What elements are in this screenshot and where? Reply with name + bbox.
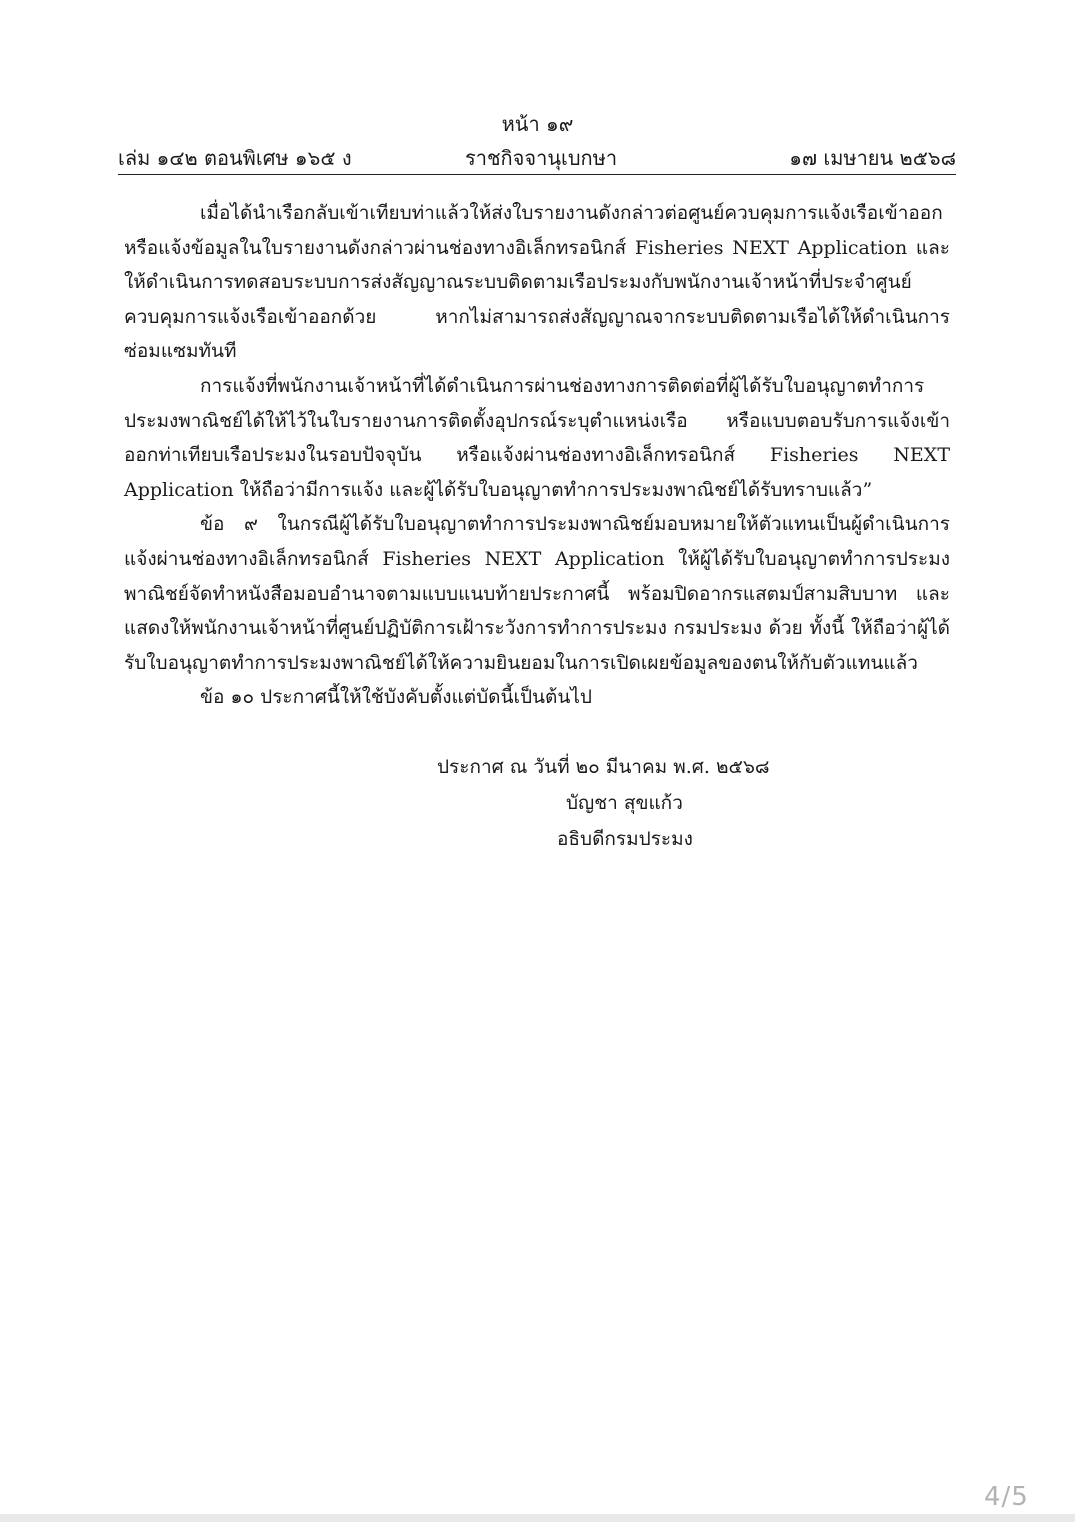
publication-name: ราชกิจจานุเบกษา	[465, 146, 618, 170]
signer-title: อธิบดีกรมประมง	[557, 828, 693, 850]
page-bottom-edge	[0, 1514, 1075, 1522]
signer-name: บัญชา สุขแก้ว	[566, 792, 683, 814]
paragraph-report-return: เมื่อได้นำเรือกลับเข้าเทียบท่าแล้วให้ส่งใบรายงานดังกล่าวต่อศูนย์ควบคุมการแจ้งเรือเข้าออก หรือแจ้งข้อมูลในใบรายงานดังกล่าวผ่านช่องทางอิเล็กทรอนิกส์ Fisheries NEXT Application และให้ดำเนินการทดสอบระบบการส่งสัญญาณระบบติดตามเรือประมงกับพนักงานเจ้าหน้าที่ประจำศูนย์ควบคุมการแจ้งเรือเข้าออกด้วย หากไม่สามารถส่งสัญญาณจากระบบติดตามเรือได้ให้ดำเนินการซ่อมแซมทันที	[124, 202, 950, 363]
page-number-label: หน้า ๑๙	[501, 112, 574, 136]
announcement-date: ประกาศ ณ วันที่ ๒๐ มีนาคม พ.ศ. ๒๕๖๘	[437, 756, 770, 778]
page-counter: 4/5	[984, 1482, 1029, 1512]
paragraph-notification: การแจ้งที่พนักงานเจ้าหน้าที่ได้ดำเนินการผ่านช่องทางการติดต่อที่ผู้ได้รับใบอนุญาตทำการประมงพาณิชย์ได้ให้ไว้ในใบรายงานการติดตั้งอุปกรณ์ระบุตำแหน่งเรือ หรือแบบตอบรับการแจ้งเข้าออกท่าเทียบเรือประมงในรอบปัจจุบัน หรือแจ้งผ่านช่องทางอิเล็กทรอนิกส์ Fisheries NEXT Application ให้ถือว่ามีการแจ้ง และผู้ได้รับใบอนุญาตทำการประมงพาณิชย์ได้รับทราบแล้ว”	[124, 374, 950, 501]
paragraph-clause-10: ข้อ ๑๐ ประกาศนี้ให้ใช้บังคับตั้งแต่บัดนี้เป็นต้นไป	[200, 686, 592, 709]
paragraph-clause-9: ข้อ ๙ ในกรณีผู้ได้รับใบอนุญาตทำการประมงพาณิชย์มอบหมายให้ตัวแทนเป็นผู้ดำเนินการแจ้งผ่านช่องทางอิเล็กทรอนิกส์ Fisheries NEXT Application ให้ผู้ได้รับใบอนุญาตทำการประมงพาณิชย์จัดทำหนังสือมอบอำนาจตามแบบแนบท้ายประกาศนี้ พร้อมปิดอากรแสตมป์สามสิบบาท และแสดงให้พนักงานเจ้าหน้าที่ศูนย์ปฏิบัติการเฝ้าระวังการทำการประมง กรมประมง ด้วย ทั้งนี้ ให้ถือว่าผู้ได้รับใบอนุญาตทำการประมงพาณิชย์ได้ให้ความยินยอมในการเปิดเผยข้อมูลของตนให้กับตัวแทนแล้ว	[124, 513, 950, 674]
publication-date: ๑๗ เมษายน ๒๕๖๘	[789, 146, 956, 170]
header-divider	[118, 174, 956, 175]
volume-issue: เล่ม ๑๔๒ ตอนพิเศษ ๑๖๕ ง	[118, 146, 352, 170]
gazette-header	[118, 144, 956, 174]
document-body	[124, 196, 950, 715]
